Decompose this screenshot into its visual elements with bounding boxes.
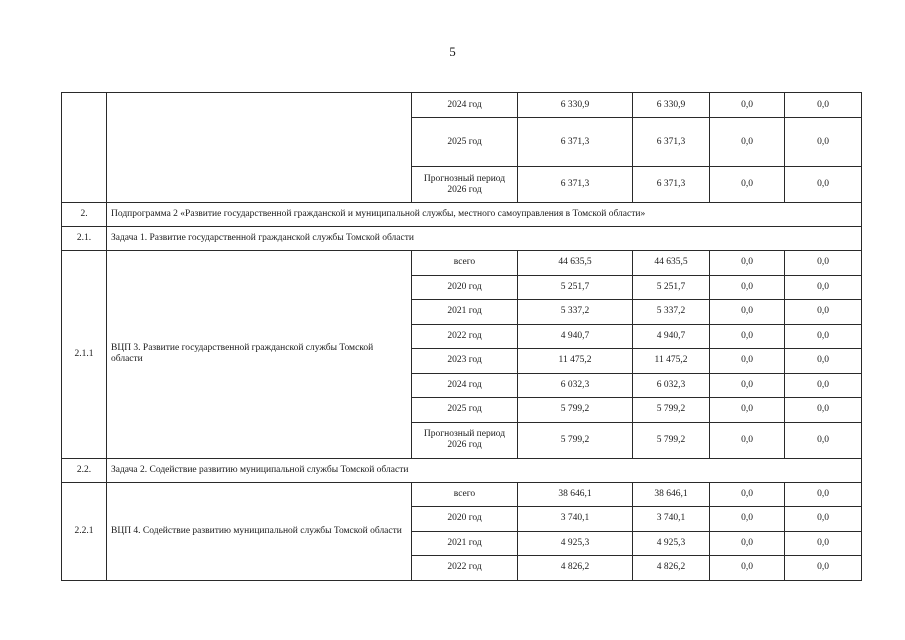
value-other-cell: 0,0 [785,93,862,118]
value-other-cell: 0,0 [785,118,862,167]
value-federal-cell: 0,0 [710,167,785,203]
item-name: ВЦП 3. Развитие государственной гражданской службы Томской области [107,251,412,459]
value-other-cell: 0,0 [785,167,862,203]
period-cell: 2024 год [412,93,518,118]
period-cell: Прогнозный период 2026 год [412,422,518,458]
period-cell: всего [412,482,518,507]
section-row [62,458,862,482]
value-federal-cell: 0,0 [710,482,785,507]
item-number: 2.2.1 [62,482,107,580]
value-total-cell: 5 337,2 [518,300,633,325]
number-cell-empty [62,93,107,203]
value-total-cell: 5 799,2 [518,422,633,458]
value-regional-cell: 11 475,2 [633,349,710,374]
value-regional-cell: 5 799,2 [633,422,710,458]
table-row [62,93,862,118]
value-federal-cell: 0,0 [710,324,785,349]
value-federal-cell: 0,0 [710,556,785,581]
value-federal-cell: 0,0 [710,93,785,118]
period-cell: 2025 год [412,398,518,423]
value-other-cell: 0,0 [785,251,862,276]
value-regional-cell: 38 646,1 [633,482,710,507]
value-federal-cell: 0,0 [710,349,785,374]
value-other-cell: 0,0 [785,482,862,507]
value-regional-cell: 5 799,2 [633,398,710,423]
period-cell: 2021 год [412,300,518,325]
period-cell: Прогнозный период 2026 год [412,167,518,203]
value-total-cell: 4 940,7 [518,324,633,349]
value-total-cell: 6 371,3 [518,167,633,203]
section-title: Задача 1. Развитие государственной гражданской службы Томской области [107,227,862,251]
value-federal-cell: 0,0 [710,275,785,300]
period-cell: 2021 год [412,531,518,556]
value-other-cell: 0,0 [785,507,862,532]
period-cell: 2020 год [412,275,518,300]
value-federal-cell: 0,0 [710,300,785,325]
period-cell: 2022 год [412,324,518,349]
value-other-cell: 0,0 [785,373,862,398]
page-number: 5 [449,44,456,59]
value-other-cell: 0,0 [785,531,862,556]
period-cell: всего [412,251,518,276]
value-regional-cell: 6 032,3 [633,373,710,398]
section-number: 2.1. [62,227,107,251]
value-total-cell: 6 330,9 [518,93,633,118]
value-total-cell: 5 251,7 [518,275,633,300]
name-cell-empty [107,93,412,203]
value-total-cell: 44 635,5 [518,251,633,276]
value-regional-cell: 4 826,2 [633,556,710,581]
value-total-cell: 4 826,2 [518,556,633,581]
table-row [62,251,862,276]
value-regional-cell: 6 371,3 [633,167,710,203]
value-other-cell: 0,0 [785,324,862,349]
item-number: 2.1.1 [62,251,107,459]
value-regional-cell: 4 940,7 [633,324,710,349]
value-total-cell: 38 646,1 [518,482,633,507]
value-other-cell: 0,0 [785,422,862,458]
value-regional-cell: 44 635,5 [633,251,710,276]
value-total-cell: 6 032,3 [518,373,633,398]
table-row [62,482,862,507]
section-row [62,203,862,227]
value-federal-cell: 0,0 [710,398,785,423]
period-cell: 2025 год [412,118,518,167]
value-total-cell: 5 799,2 [518,398,633,423]
section-title: Подпрограмма 2 «Развитие государственной гражданской и муниципальной службы, местного самоуправления в Томской области» [107,203,862,227]
section-row [62,227,862,251]
value-regional-cell: 4 925,3 [633,531,710,556]
value-federal-cell: 0,0 [710,507,785,532]
item-name: ВЦП 4. Содействие развитию муниципальной службы Томской области [107,482,412,580]
value-total-cell: 4 925,3 [518,531,633,556]
value-other-cell: 0,0 [785,275,862,300]
value-regional-cell: 3 740,1 [633,507,710,532]
funding-table [61,92,862,581]
value-other-cell: 0,0 [785,398,862,423]
value-federal-cell: 0,0 [710,422,785,458]
value-regional-cell: 6 330,9 [633,93,710,118]
value-other-cell: 0,0 [785,300,862,325]
value-federal-cell: 0,0 [710,373,785,398]
value-federal-cell: 0,0 [710,531,785,556]
value-regional-cell: 5 337,2 [633,300,710,325]
value-total-cell: 11 475,2 [518,349,633,374]
period-cell: 2022 год [412,556,518,581]
period-cell: 2020 год [412,507,518,532]
period-cell: 2024 год [412,373,518,398]
value-other-cell: 0,0 [785,349,862,374]
section-title: Задача 2. Содействие развитию муниципальной службы Томской области [107,458,862,482]
section-number: 2.2. [62,458,107,482]
value-other-cell: 0,0 [785,556,862,581]
value-federal-cell: 0,0 [710,118,785,167]
value-total-cell: 6 371,3 [518,118,633,167]
value-regional-cell: 5 251,7 [633,275,710,300]
value-total-cell: 3 740,1 [518,507,633,532]
section-number: 2. [62,203,107,227]
value-federal-cell: 0,0 [710,251,785,276]
value-regional-cell: 6 371,3 [633,118,710,167]
period-cell: 2023 год [412,349,518,374]
